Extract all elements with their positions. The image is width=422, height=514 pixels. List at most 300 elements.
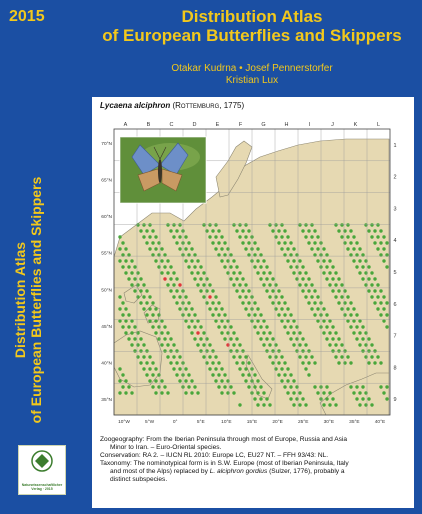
record-dot-recent xyxy=(163,337,166,340)
longitude-label: 10°E xyxy=(221,420,232,425)
record-dot-recent xyxy=(145,301,148,304)
record-dot-recent xyxy=(139,229,142,232)
record-dot-recent xyxy=(175,241,178,244)
record-dot-recent xyxy=(139,289,142,292)
record-dot-recent xyxy=(124,307,127,310)
record-dot-recent xyxy=(349,385,352,388)
record-dot-recent xyxy=(241,241,244,244)
record-dot-recent xyxy=(358,403,361,406)
record-dot-recent xyxy=(286,235,289,238)
record-dot-recent xyxy=(139,337,142,340)
record-dot-recent xyxy=(328,331,331,334)
record-dot-recent xyxy=(184,367,187,370)
grid-col-label: G xyxy=(261,122,266,128)
record-dot-recent xyxy=(361,337,364,340)
record-dot-recent xyxy=(325,325,328,328)
record-dot-recent xyxy=(169,361,172,364)
record-dot-recent xyxy=(349,325,352,328)
record-dot-recent xyxy=(211,349,214,352)
record-dot-recent xyxy=(160,247,163,250)
record-dot-recent xyxy=(178,295,181,298)
record-dot-recent xyxy=(184,295,187,298)
record-dot-recent xyxy=(142,355,145,358)
record-dot-recent xyxy=(172,343,175,346)
record-dot-recent xyxy=(286,391,289,394)
record-dot-recent xyxy=(229,265,232,268)
record-dot-recent xyxy=(349,361,352,364)
record-dot-recent xyxy=(184,247,187,250)
record-dot-recent xyxy=(160,259,163,262)
record-dot-recent xyxy=(217,229,220,232)
record-dot-recent xyxy=(235,349,238,352)
record-dot-recent xyxy=(154,391,157,394)
record-dot-recent xyxy=(316,307,319,310)
record-dot-recent xyxy=(223,325,226,328)
record-dot-recent xyxy=(283,361,286,364)
record-dot-recent xyxy=(232,259,235,262)
record-dot-recent xyxy=(286,367,289,370)
record-dot-recent xyxy=(217,361,220,364)
record-dot-recent xyxy=(193,313,196,316)
record-dot-recent xyxy=(235,289,238,292)
record-dot-recent xyxy=(238,223,241,226)
spine-title xyxy=(12,165,44,435)
record-dot-recent xyxy=(256,403,259,406)
record-dot-recent xyxy=(277,241,280,244)
record-dot-recent xyxy=(154,331,157,334)
record-dot-recent xyxy=(337,301,340,304)
record-dot-recent xyxy=(301,337,304,340)
record-dot-recent xyxy=(229,385,232,388)
record-dot-recent xyxy=(208,223,211,226)
record-dot-recent xyxy=(283,325,286,328)
record-dot-recent xyxy=(241,277,244,280)
record-dot-recent xyxy=(286,307,289,310)
record-dot-recent xyxy=(154,367,157,370)
record-dot-recent xyxy=(124,259,127,262)
record-dot-recent xyxy=(223,337,226,340)
record-dot-recent xyxy=(211,229,214,232)
record-dot-recent xyxy=(334,283,337,286)
record-dot-recent xyxy=(325,277,328,280)
record-dot-recent xyxy=(217,385,220,388)
record-dot-recent xyxy=(271,277,274,280)
record-dot-recent xyxy=(286,259,289,262)
longitude-label: 40°E xyxy=(374,420,386,425)
record-dot-recent xyxy=(352,235,355,238)
record-dot-recent xyxy=(238,283,241,286)
record-dot-recent xyxy=(280,247,283,250)
record-dot-recent xyxy=(190,259,193,262)
latitude-label: 50°N xyxy=(101,288,112,294)
record-dot-recent xyxy=(301,229,304,232)
authors-line-2: Kristian Lux xyxy=(225,75,279,86)
longitude-label: 25°E xyxy=(297,420,309,425)
record-dot-recent xyxy=(328,403,331,406)
grid-col-label: L xyxy=(376,122,381,128)
record-dot-recent xyxy=(220,235,223,238)
record-dot-recent xyxy=(241,301,244,304)
record-dot-recent xyxy=(358,343,361,346)
record-dot-recent xyxy=(211,373,214,376)
record-dot-recent xyxy=(199,265,202,268)
record-dot-recent xyxy=(328,343,331,346)
record-dot-recent xyxy=(307,349,310,352)
record-dot-recent xyxy=(208,355,211,358)
record-dot-recent xyxy=(262,343,265,346)
record-dot-recent xyxy=(277,301,280,304)
record-dot-recent xyxy=(172,223,175,226)
record-dot-recent xyxy=(139,349,142,352)
record-dot-recent xyxy=(298,343,301,346)
record-dot-recent xyxy=(304,355,307,358)
longitude-label: 5°E xyxy=(196,420,205,425)
record-dot-recent xyxy=(196,391,199,394)
record-dot-recent xyxy=(382,235,385,238)
record-dot-recent xyxy=(145,229,148,232)
record-dot-recent xyxy=(163,385,166,388)
record-dot-recent xyxy=(193,265,196,268)
record-dot-recent xyxy=(133,265,136,268)
record-dot-recent xyxy=(148,247,151,250)
record-dot-recent xyxy=(310,307,313,310)
record-dot-recent xyxy=(169,337,172,340)
grid-row-label: 8 xyxy=(393,365,397,372)
longitude-label: 20°E xyxy=(272,420,283,425)
record-dot-recent xyxy=(244,367,247,370)
record-dot-recent xyxy=(190,331,193,334)
record-dot-recent xyxy=(172,367,175,370)
record-dot-recent xyxy=(289,313,292,316)
record-dot-recent xyxy=(118,367,121,370)
record-dot-recent xyxy=(121,265,124,268)
record-dot-recent xyxy=(127,313,130,316)
record-dot-recent xyxy=(376,223,379,226)
record-dot-recent xyxy=(385,265,388,268)
record-dot-recent xyxy=(211,313,214,316)
record-dot-recent xyxy=(178,379,181,382)
record-dot-recent xyxy=(334,271,337,274)
record-dot-recent xyxy=(169,349,172,352)
authors-line-1: Otakar Kudrna • Josef Pennerstorfer xyxy=(171,63,333,74)
record-dot-recent xyxy=(298,355,301,358)
record-dot-recent xyxy=(313,301,316,304)
record-dot-recent xyxy=(373,241,376,244)
record-dot-recent xyxy=(166,283,169,286)
record-dot-recent xyxy=(172,271,175,274)
record-dot-recent xyxy=(214,295,217,298)
record-dot-recent xyxy=(217,313,220,316)
record-dot-recent xyxy=(169,277,172,280)
record-dot-recent xyxy=(376,355,379,358)
record-dot-recent xyxy=(241,373,244,376)
record-dot-recent xyxy=(379,289,382,292)
publisher-name: Naturwissenschaftlicher xyxy=(21,483,63,487)
record-dot-recent xyxy=(208,307,211,310)
record-dot-recent xyxy=(163,349,166,352)
record-dot-recent xyxy=(367,337,370,340)
record-dot-recent xyxy=(163,325,166,328)
record-dot-recent xyxy=(382,391,385,394)
record-dot-recent xyxy=(142,235,145,238)
longitude-label: 35°E xyxy=(349,420,360,425)
longitude-label: 5°W xyxy=(145,420,155,425)
grid-col-label: I xyxy=(308,122,311,128)
record-dot-recent xyxy=(307,289,310,292)
record-dot-recent xyxy=(310,283,313,286)
record-dot-old xyxy=(208,295,211,298)
record-dot-recent xyxy=(142,223,145,226)
species-heading xyxy=(100,101,244,110)
record-dot-recent xyxy=(256,331,259,334)
record-dot-recent xyxy=(385,241,388,244)
record-dot-recent xyxy=(370,271,373,274)
land-mass xyxy=(114,331,162,387)
record-dot-recent xyxy=(247,289,250,292)
record-dot-recent xyxy=(202,331,205,334)
record-dot-recent xyxy=(259,325,262,328)
record-dot-recent xyxy=(256,379,259,382)
record-dot-recent xyxy=(280,307,283,310)
record-dot-recent xyxy=(145,373,148,376)
record-dot-recent xyxy=(133,289,136,292)
record-dot-recent xyxy=(118,379,121,382)
record-dot-recent xyxy=(133,277,136,280)
record-dot-recent xyxy=(265,337,268,340)
record-dot-recent xyxy=(184,391,187,394)
publisher-logo xyxy=(18,445,66,495)
record-dot-recent xyxy=(154,259,157,262)
record-dot-recent xyxy=(322,331,325,334)
record-dot-recent xyxy=(316,391,319,394)
record-dot-recent xyxy=(289,241,292,244)
record-dot-recent xyxy=(130,343,133,346)
record-dot-recent xyxy=(304,283,307,286)
record-dot-recent xyxy=(244,247,247,250)
record-dot-recent xyxy=(154,379,157,382)
record-dot-recent xyxy=(292,343,295,346)
grid-row-label: 2 xyxy=(393,174,397,181)
record-dot-recent xyxy=(184,259,187,262)
record-dot-recent xyxy=(346,247,349,250)
record-dot-recent xyxy=(262,283,265,286)
record-dot-recent xyxy=(154,235,157,238)
record-dot-recent xyxy=(355,337,358,340)
record-dot-recent xyxy=(166,331,169,334)
record-dot-recent xyxy=(160,331,163,334)
record-dot-recent xyxy=(217,301,220,304)
record-dot-recent xyxy=(292,247,295,250)
record-dot-recent xyxy=(301,277,304,280)
record-dot-recent xyxy=(127,265,130,268)
record-dot-recent xyxy=(292,391,295,394)
record-dot-recent xyxy=(244,307,247,310)
record-dot-recent xyxy=(349,229,352,232)
record-dot-recent xyxy=(151,385,154,388)
record-dot-recent xyxy=(379,313,382,316)
record-dot-recent xyxy=(256,391,259,394)
record-dot-recent xyxy=(268,331,271,334)
record-dot-recent xyxy=(178,307,181,310)
record-dot-recent xyxy=(331,337,334,340)
record-dot-recent xyxy=(271,349,274,352)
record-dot-recent xyxy=(139,301,142,304)
record-dot-recent xyxy=(337,349,340,352)
record-dot-recent xyxy=(268,271,271,274)
record-dot-recent xyxy=(238,355,241,358)
longitude-label: 10°W xyxy=(118,420,130,425)
record-dot-recent xyxy=(235,337,238,340)
grid-row-label: 9 xyxy=(393,397,397,404)
record-dot-recent xyxy=(154,307,157,310)
record-dot-recent xyxy=(130,271,133,274)
record-dot-recent xyxy=(271,301,274,304)
record-dot-recent xyxy=(160,271,163,274)
record-dot-recent xyxy=(235,229,238,232)
record-dot-recent xyxy=(361,397,364,400)
record-dot-recent xyxy=(178,247,181,250)
record-dot-recent xyxy=(286,379,289,382)
record-dot-recent xyxy=(208,235,211,238)
record-dot-recent xyxy=(127,337,130,340)
record-dot-recent xyxy=(361,277,364,280)
record-dot-recent xyxy=(145,313,148,316)
record-dot-recent xyxy=(385,325,388,328)
record-dot-recent xyxy=(253,313,256,316)
record-dot-recent xyxy=(253,265,256,268)
record-dot-recent xyxy=(184,379,187,382)
record-dot-recent xyxy=(322,391,325,394)
record-dot-recent xyxy=(220,367,223,370)
record-dot-recent xyxy=(160,391,163,394)
record-dot-recent xyxy=(256,247,259,250)
record-dot-recent xyxy=(247,313,250,316)
record-dot-recent xyxy=(370,295,373,298)
record-dot-recent xyxy=(340,355,343,358)
record-dot-recent xyxy=(283,241,286,244)
record-dot-recent xyxy=(148,235,151,238)
record-dot-recent xyxy=(355,265,358,268)
record-dot-recent xyxy=(244,295,247,298)
zoogeography-text-2: Minor to Iran. – Euro-Oriental species. xyxy=(110,444,222,451)
record-dot-recent xyxy=(373,229,376,232)
record-dot-recent xyxy=(259,337,262,340)
record-dot-recent xyxy=(121,385,124,388)
record-dot-recent xyxy=(127,325,130,328)
record-dot-recent xyxy=(298,259,301,262)
record-dot-recent xyxy=(217,373,220,376)
record-dot-recent xyxy=(148,379,151,382)
record-dot-recent xyxy=(133,325,136,328)
record-dot-recent xyxy=(352,259,355,262)
taxonomy-text-3: distinct subspecies. xyxy=(110,476,168,483)
record-dot-recent xyxy=(253,301,256,304)
record-dot-recent xyxy=(166,259,169,262)
record-dot-recent xyxy=(214,247,217,250)
record-dot-recent xyxy=(244,355,247,358)
record-dot-recent xyxy=(331,277,334,280)
record-dot-recent xyxy=(370,283,373,286)
record-dot-recent xyxy=(292,403,295,406)
record-dot-recent xyxy=(169,265,172,268)
record-dot-recent xyxy=(238,367,241,370)
record-dot-recent xyxy=(280,295,283,298)
record-dot-recent xyxy=(259,313,262,316)
record-dot-recent xyxy=(277,349,280,352)
record-dot-recent xyxy=(283,373,286,376)
record-dot-recent xyxy=(358,331,361,334)
record-dot-recent xyxy=(373,301,376,304)
longitude-label: 15°E xyxy=(246,420,258,425)
record-dot-recent xyxy=(289,337,292,340)
record-dot-recent xyxy=(187,325,190,328)
record-dot-recent xyxy=(220,379,223,382)
record-dot-recent xyxy=(292,271,295,274)
record-dot-recent xyxy=(265,289,268,292)
record-dot-recent xyxy=(214,379,217,382)
record-dot-recent xyxy=(151,229,154,232)
record-dot-recent xyxy=(133,349,136,352)
species-author: (Rottemburg, 1775) xyxy=(172,101,245,110)
record-dot-recent xyxy=(160,343,163,346)
publisher-subtitle: Verlag · 2015 xyxy=(31,487,53,491)
record-dot-recent xyxy=(277,229,280,232)
record-dot-recent xyxy=(307,241,310,244)
record-dot-recent xyxy=(262,391,265,394)
record-dot-recent xyxy=(313,229,316,232)
record-dot-recent xyxy=(265,325,268,328)
record-dot-recent xyxy=(175,301,178,304)
record-dot-recent xyxy=(262,403,265,406)
record-dot-recent xyxy=(337,337,340,340)
record-dot-recent xyxy=(328,271,331,274)
record-dot-recent xyxy=(367,361,370,364)
grid-col-label: A xyxy=(123,122,128,128)
record-dot-recent xyxy=(235,277,238,280)
record-dot-recent xyxy=(385,385,388,388)
record-dot-recent xyxy=(223,265,226,268)
record-dot-recent xyxy=(256,271,259,274)
record-dot-recent xyxy=(289,373,292,376)
latitude-label: 70°N xyxy=(101,142,112,147)
record-dot-recent xyxy=(124,379,127,382)
record-dot-recent xyxy=(376,235,379,238)
record-dot-recent xyxy=(220,247,223,250)
record-dot-recent xyxy=(178,367,181,370)
record-dot-recent xyxy=(322,259,325,262)
grid-col-label: H xyxy=(284,122,289,128)
latitude-label: 55°N xyxy=(101,251,112,257)
record-dot-recent xyxy=(166,271,169,274)
record-dot-recent xyxy=(313,289,316,292)
record-dot-recent xyxy=(322,247,325,250)
record-dot-recent xyxy=(334,403,337,406)
year-label: 2015 xyxy=(9,8,45,25)
record-dot-recent xyxy=(193,385,196,388)
record-dot-recent xyxy=(199,349,202,352)
record-dot-recent xyxy=(151,313,154,316)
record-dot-recent xyxy=(304,295,307,298)
record-dot-recent xyxy=(184,235,187,238)
grid-row-label: 4 xyxy=(393,238,397,245)
record-dot-recent xyxy=(175,349,178,352)
record-dot-recent xyxy=(370,223,373,226)
record-dot-recent xyxy=(163,265,166,268)
record-dot-recent xyxy=(211,361,214,364)
record-dot-recent xyxy=(301,289,304,292)
record-dot-recent xyxy=(238,235,241,238)
record-dot-recent xyxy=(232,355,235,358)
